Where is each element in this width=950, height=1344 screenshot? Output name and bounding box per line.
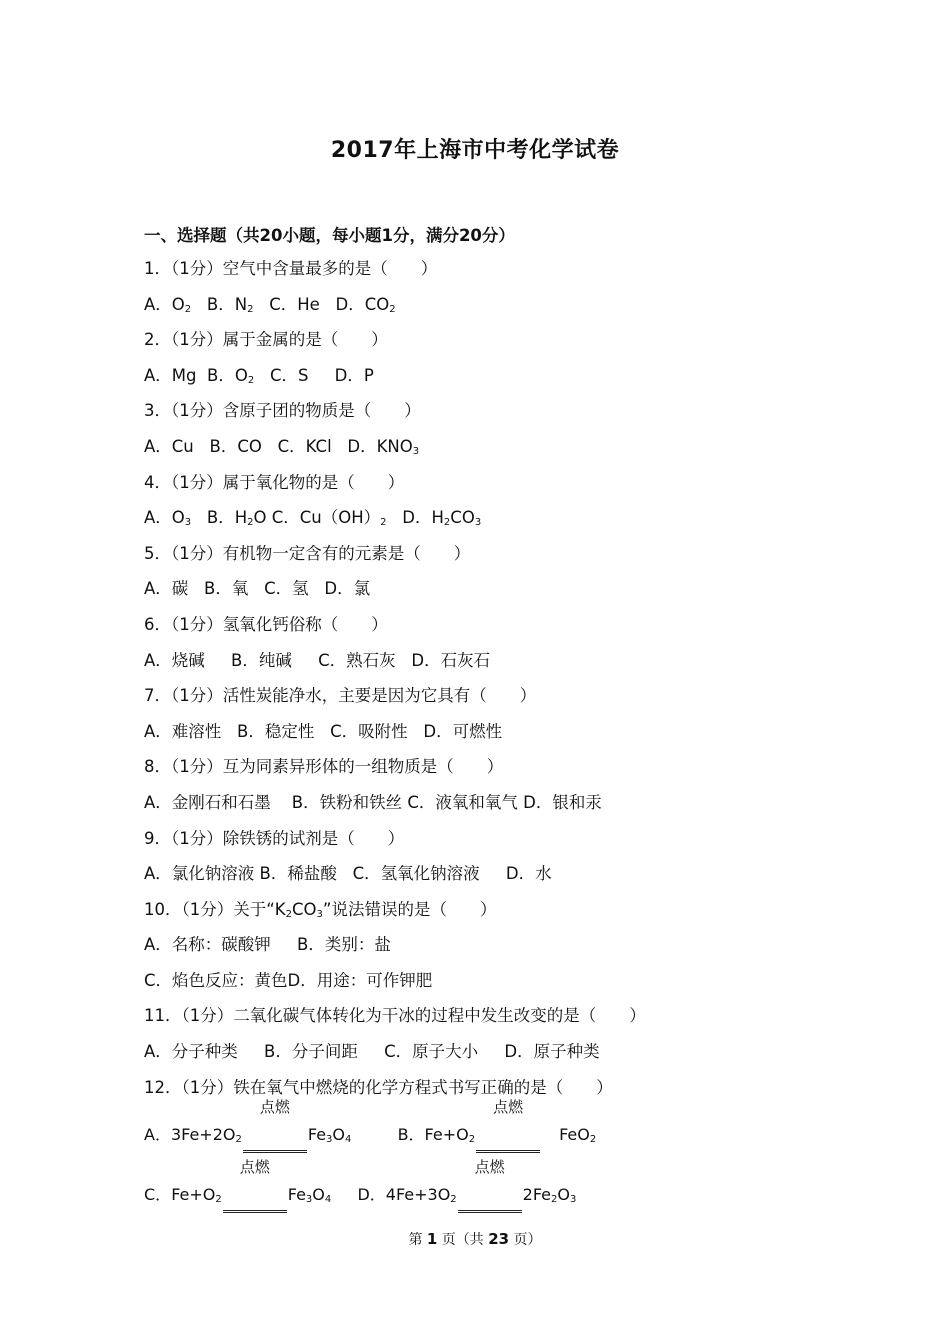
question-10-stem: 10．（1分）关于“$K_2CO_3$”说法错误的是（ ）: [144, 899, 497, 920]
question-1-options: [144, 292, 904, 328]
question-4-stem: 4．（1分）属于氧化物的是（ ）: [144, 472, 405, 492]
option-a: A．碳: [144, 579, 189, 599]
question-11-options: [144, 1039, 904, 1075]
question-11-stem: 11．（1分）二氧化碳气体转化为干冰的过程中发生改变的是（ ）: [144, 1006, 646, 1026]
option-a: A．$O_2$: [144, 294, 192, 315]
option-a: A．$3Fe+2O_2$ 点燃 $Fe_3O_4$: [144, 1120, 351, 1153]
option-b: B．分子间距: [264, 1042, 358, 1062]
option-a: A．Cu: [144, 436, 194, 456]
option-c: C．$Fe+O_2$ 点燃 $Fe_3O_4$: [144, 1180, 331, 1213]
option-d: D．水: [505, 864, 552, 884]
question-list: [144, 256, 904, 1110]
option-c: C．焰色反应：黄色: [144, 970, 288, 990]
option-d: D．$4Fe+3O_2$ 点燃 $2Fe_2O_3$: [357, 1180, 576, 1213]
question-10-options-cd: [144, 968, 904, 1004]
question-8-options: [144, 790, 904, 826]
option-c: C．吸附性: [330, 721, 408, 741]
page-footer: 第 1 页（共 23 页）: [408, 1230, 542, 1248]
option-b: B．$O_2$: [207, 365, 255, 386]
option-a: A．氯化钠溶液: [144, 864, 255, 884]
question-7-stem: 7．（1分）活性炭能净水，主要是因为它具有（ ）: [144, 686, 537, 706]
option-d: D．用途：可作钾肥: [287, 970, 433, 990]
question-2-options: [144, 363, 904, 399]
question-3-options: [144, 434, 904, 470]
question-6-stem: 6．（1分）氢氧化钙俗称（ ）: [144, 614, 388, 634]
question-1-stem: 1．（1分）空气中含量最多的是（ ）: [144, 259, 438, 278]
option-c: C．KCl: [277, 436, 332, 456]
total-page-count: 23: [488, 1230, 510, 1248]
option-b: B．$N_2$: [206, 294, 254, 315]
option-c: C．氢: [264, 579, 309, 599]
question-3-stem: 3．（1分）含原子团的物质是（ ）: [144, 401, 421, 421]
option-d: D．$KNO_3$: [347, 436, 420, 457]
option-d: D．可燃性: [423, 721, 503, 741]
option-c: C．氢氧化钠溶液: [352, 864, 480, 884]
option-c: C．He: [269, 294, 320, 314]
option-b: B．氧: [204, 579, 249, 599]
option-a: A．Mg: [144, 365, 197, 385]
option-c: C．$Cu(OH)_2$: [271, 508, 387, 529]
option-a: A．烧碱: [144, 650, 205, 670]
question-4-options: [144, 505, 904, 541]
option-a: A．难溶性: [144, 721, 222, 741]
option-b: B．$Fe+O_2$ 点燃 FeO$_2$: [398, 1120, 597, 1153]
option-d: D．$H_2CO_3$: [402, 508, 482, 529]
question-9-options: [144, 861, 904, 897]
option-d: D．原子种类: [504, 1042, 600, 1062]
question-12-options-ab: [144, 1098, 597, 1150]
question-6-options: [144, 648, 904, 684]
option-b: B．稳定性: [237, 721, 315, 741]
option-b: B．纯碱: [231, 650, 292, 670]
page-title: 2017年上海市中考化学试卷: [330, 138, 620, 163]
reaction-condition: 点燃: [223, 1180, 287, 1213]
option-b: B．稀盐酸: [259, 864, 337, 884]
option-c: C．原子大小: [384, 1042, 479, 1062]
option-b: B．CO: [209, 436, 262, 456]
reaction-condition: 点燃: [243, 1120, 307, 1153]
question-10-options-ab: [144, 932, 904, 968]
option-c: C．S: [269, 365, 309, 385]
question-8-stem: 8．（1分）互为同素异形体的一组物质是（ ）: [144, 757, 504, 777]
option-a: A．名称：碳酸钾: [144, 935, 271, 955]
question-12-options-cd: [144, 1158, 577, 1210]
section-heading: 一、选择题（共20小题，每小题1分，满分20分）: [144, 226, 515, 245]
question-12-stem: 12．（1分）铁在氧气中燃烧的化学方程式书写正确的是（ ）: [144, 1077, 613, 1097]
question-9-stem: 9．（1分）除铁锈的试剂是（ ）: [144, 828, 405, 848]
option-a: A．分子种类: [144, 1042, 238, 1062]
question-7-options: [144, 719, 904, 755]
current-page-number: 1: [426, 1230, 438, 1248]
question-5-options: [144, 576, 904, 612]
option-c: C．液氧和氧气: [407, 792, 518, 812]
option-d: D．银和汞: [523, 792, 602, 812]
option-c: C．熟石灰: [318, 650, 396, 670]
option-d: D．氯: [324, 579, 371, 599]
question-5-stem: 5．（1分）有机物一定含有的元素是（ ）: [144, 543, 471, 563]
option-a: A．$O_3$: [144, 508, 192, 529]
option-b: B．铁粉和铁丝: [291, 792, 403, 812]
option-a: A．金刚石和石墨: [144, 792, 271, 812]
option-d: D．P: [334, 365, 374, 385]
question-2-stem: 2．（1分）属于金属的是（ ）: [144, 330, 388, 350]
option-b: B．$H_2O$: [206, 508, 267, 529]
reaction-condition: 点燃: [476, 1120, 540, 1153]
option-b: B．类别：盐: [297, 935, 391, 955]
option-d: D．石灰石: [411, 650, 491, 670]
option-d: D．$CO_2$: [335, 294, 396, 315]
reaction-condition: 点燃: [458, 1180, 522, 1213]
